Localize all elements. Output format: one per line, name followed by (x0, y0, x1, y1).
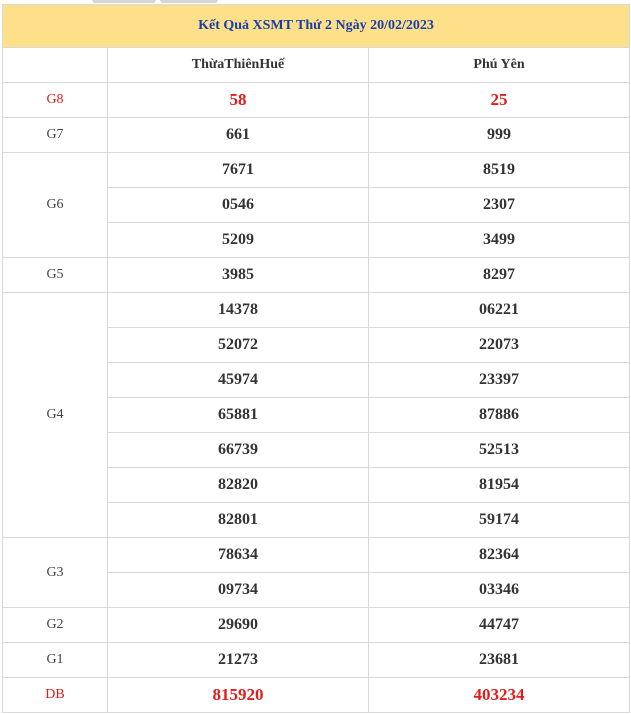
result-number: 52072 (108, 328, 369, 363)
prize-label-g2: G2 (3, 608, 108, 643)
result-number: 29690 (108, 608, 369, 643)
result-number: 0546 (108, 188, 369, 223)
table-row (3, 83, 630, 118)
prize-label-g3: G3 (3, 538, 108, 608)
table-row (3, 538, 630, 573)
column-header-prize (3, 48, 108, 83)
result-number: 82364 (369, 538, 630, 573)
results-body (3, 83, 630, 713)
result-number: 7671 (108, 153, 369, 188)
result-number: 8297 (369, 258, 630, 293)
table-row (3, 608, 630, 643)
tab-indicator (92, 0, 156, 3)
result-number: 23397 (369, 363, 630, 398)
result-number: 23681 (369, 643, 630, 678)
result-number: 81954 (369, 468, 630, 503)
result-number: 03346 (369, 573, 630, 608)
result-number: 45974 (108, 363, 369, 398)
result-number: 3499 (369, 223, 630, 258)
prize-label-g7: G7 (3, 118, 108, 153)
result-number: 65881 (108, 398, 369, 433)
prize-label-g6: G6 (3, 153, 108, 258)
result-number: 22073 (369, 328, 630, 363)
result-number: 403234 (369, 678, 630, 713)
result-number: 66739 (108, 433, 369, 468)
result-number: 59174 (369, 503, 630, 538)
result-number: 44747 (369, 608, 630, 643)
table-row (3, 118, 630, 153)
result-number: 09734 (108, 573, 369, 608)
prize-label-g8: G8 (3, 83, 108, 118)
result-number: 999 (369, 118, 630, 153)
result-number: 3985 (108, 258, 369, 293)
result-number: 25 (369, 83, 630, 118)
result-number: 58 (108, 83, 369, 118)
table-row (3, 258, 630, 293)
prize-label-g5: G5 (3, 258, 108, 293)
tab-indicator (160, 0, 218, 3)
table-title: Kết Quả XSMT Thứ 2 Ngày 20/02/2023 (3, 5, 630, 48)
result-number: 661 (108, 118, 369, 153)
result-number: 815920 (108, 678, 369, 713)
column-header-province-1: ThừaThiênHuế (108, 48, 369, 83)
prize-label-db: DB (3, 678, 108, 713)
prize-label-g4: G4 (3, 293, 108, 538)
result-number: 78634 (108, 538, 369, 573)
result-number: 82820 (108, 468, 369, 503)
result-number: 14378 (108, 293, 369, 328)
table-row (3, 293, 630, 328)
result-number: 5209 (108, 223, 369, 258)
result-number: 52513 (369, 433, 630, 468)
table-row (3, 153, 630, 188)
result-number: 8519 (369, 153, 630, 188)
column-header-province-2: Phú Yên (369, 48, 630, 83)
result-number: 06221 (369, 293, 630, 328)
result-number: 2307 (369, 188, 630, 223)
result-number: 87886 (369, 398, 630, 433)
table-row (3, 643, 630, 678)
result-number: 21273 (108, 643, 369, 678)
results-table (2, 4, 630, 713)
prize-label-g1: G1 (3, 643, 108, 678)
table-row (3, 678, 630, 713)
result-number: 82801 (108, 503, 369, 538)
